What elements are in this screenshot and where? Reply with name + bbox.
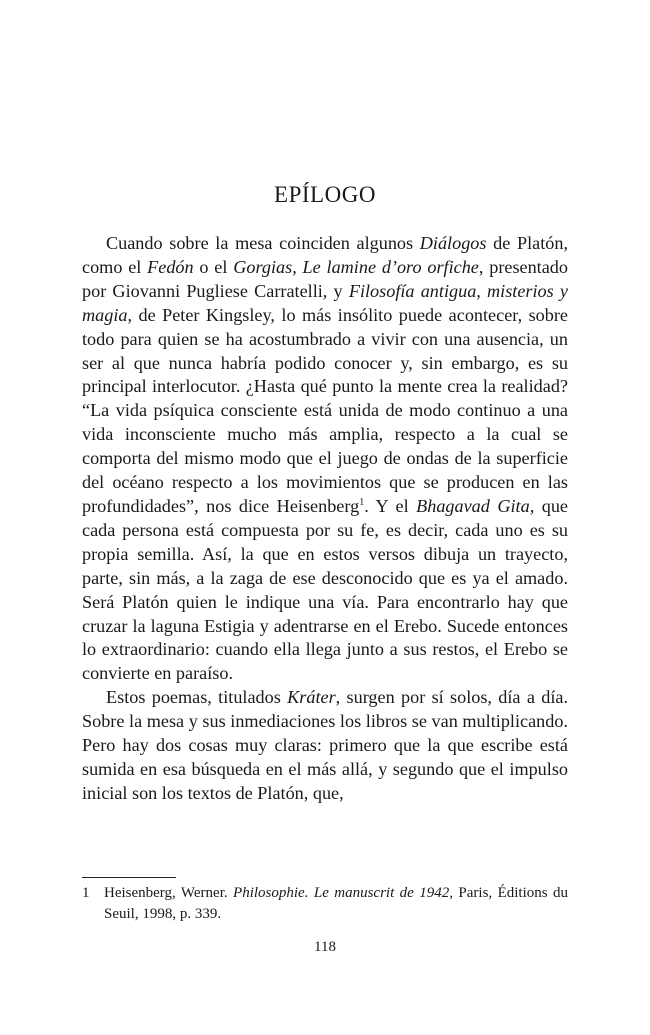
text-run: o el xyxy=(193,256,234,277)
footnote-reference: 1 xyxy=(359,496,365,508)
italic-text: Filosofía antigua, misterios y magia xyxy=(82,280,568,325)
footnote xyxy=(82,883,568,925)
italic-text: Diálogos xyxy=(419,233,487,253)
page-number: 118 xyxy=(314,939,336,955)
italic-text: Kráter xyxy=(287,687,336,708)
text-run: de Platón, como el xyxy=(82,233,568,277)
paragraph xyxy=(82,686,568,806)
text-run: Heisenberg, Werner. xyxy=(104,885,234,901)
text-run: , xyxy=(292,256,303,277)
italic-text: Fedón xyxy=(147,256,194,277)
italic-text: Le lamine d’oro orfiche xyxy=(302,256,479,277)
italic-text: Gorgias xyxy=(233,256,293,277)
footnote-text xyxy=(104,883,568,925)
italic-text: Bhagavad Gita xyxy=(416,495,530,516)
text-run: . Y el xyxy=(364,495,417,516)
text-run: , que cada persona está compuesta por su fe, es decir, cada uno es su propia semilla. Así, la que en estos versos dibuja un trayecto, parte, sin más, a la zaga de ese desconocido que es ya el amado. Será Platón quien le indique una vía. Para encontrarlo hay que cruzar la laguna Estigia y adentrarse en el Erebo. Sucede entonces lo extraordinario: cuando ella llega junto a sus restos, el Erebo se convierte en paraíso. xyxy=(82,495,568,684)
text-run: , surgen por sí solos, día a día. Sobre la mesa y sus inmediaciones los libros se van multiplicando. Pero hay dos cosas muy claras: primero que la que escribe está sumida en esa búsqueda en el más allá, y segundo que el impulso inicial son los textos de Platón, que, xyxy=(82,687,568,803)
body-text xyxy=(82,232,568,806)
footnote-number: 1 xyxy=(82,885,90,901)
text-run: , de Peter Kingsley, lo más insólito puede acontecer, sobre todo para quien se ha acostumbrado a vivir con una ausencia, un ser al que nunca habría podido conocer y, sin embargo, es su principal interlocutor. ¿Hasta qué punto la mente crea la realidad? “La vida psíquica consciente está unida de modo continuo a una vida inconsciente mucho más amplia, respecto a la cual se comporta del mismo modo que el juego de ondas de la superficie del océano respecto a los movimientos que se producen en las profundidades”, nos dice Heisenberg xyxy=(82,304,568,516)
text-run: Estos poemas, titulados xyxy=(106,687,288,708)
chapter-title: EPÍLOGO xyxy=(274,182,376,207)
italic-text: Philosophie. Le manuscrit de 1942 xyxy=(233,885,450,901)
text-run: , Paris, Éditions du Seuil, 1998, p. 339. xyxy=(104,885,568,922)
paragraph xyxy=(82,232,568,686)
footnote-separator xyxy=(82,877,176,878)
text-run: Cuando sobre la mesa coinciden algunos xyxy=(106,233,420,253)
text-run: , presentado por Giovanni Pugliese Carratelli, y xyxy=(82,256,568,301)
